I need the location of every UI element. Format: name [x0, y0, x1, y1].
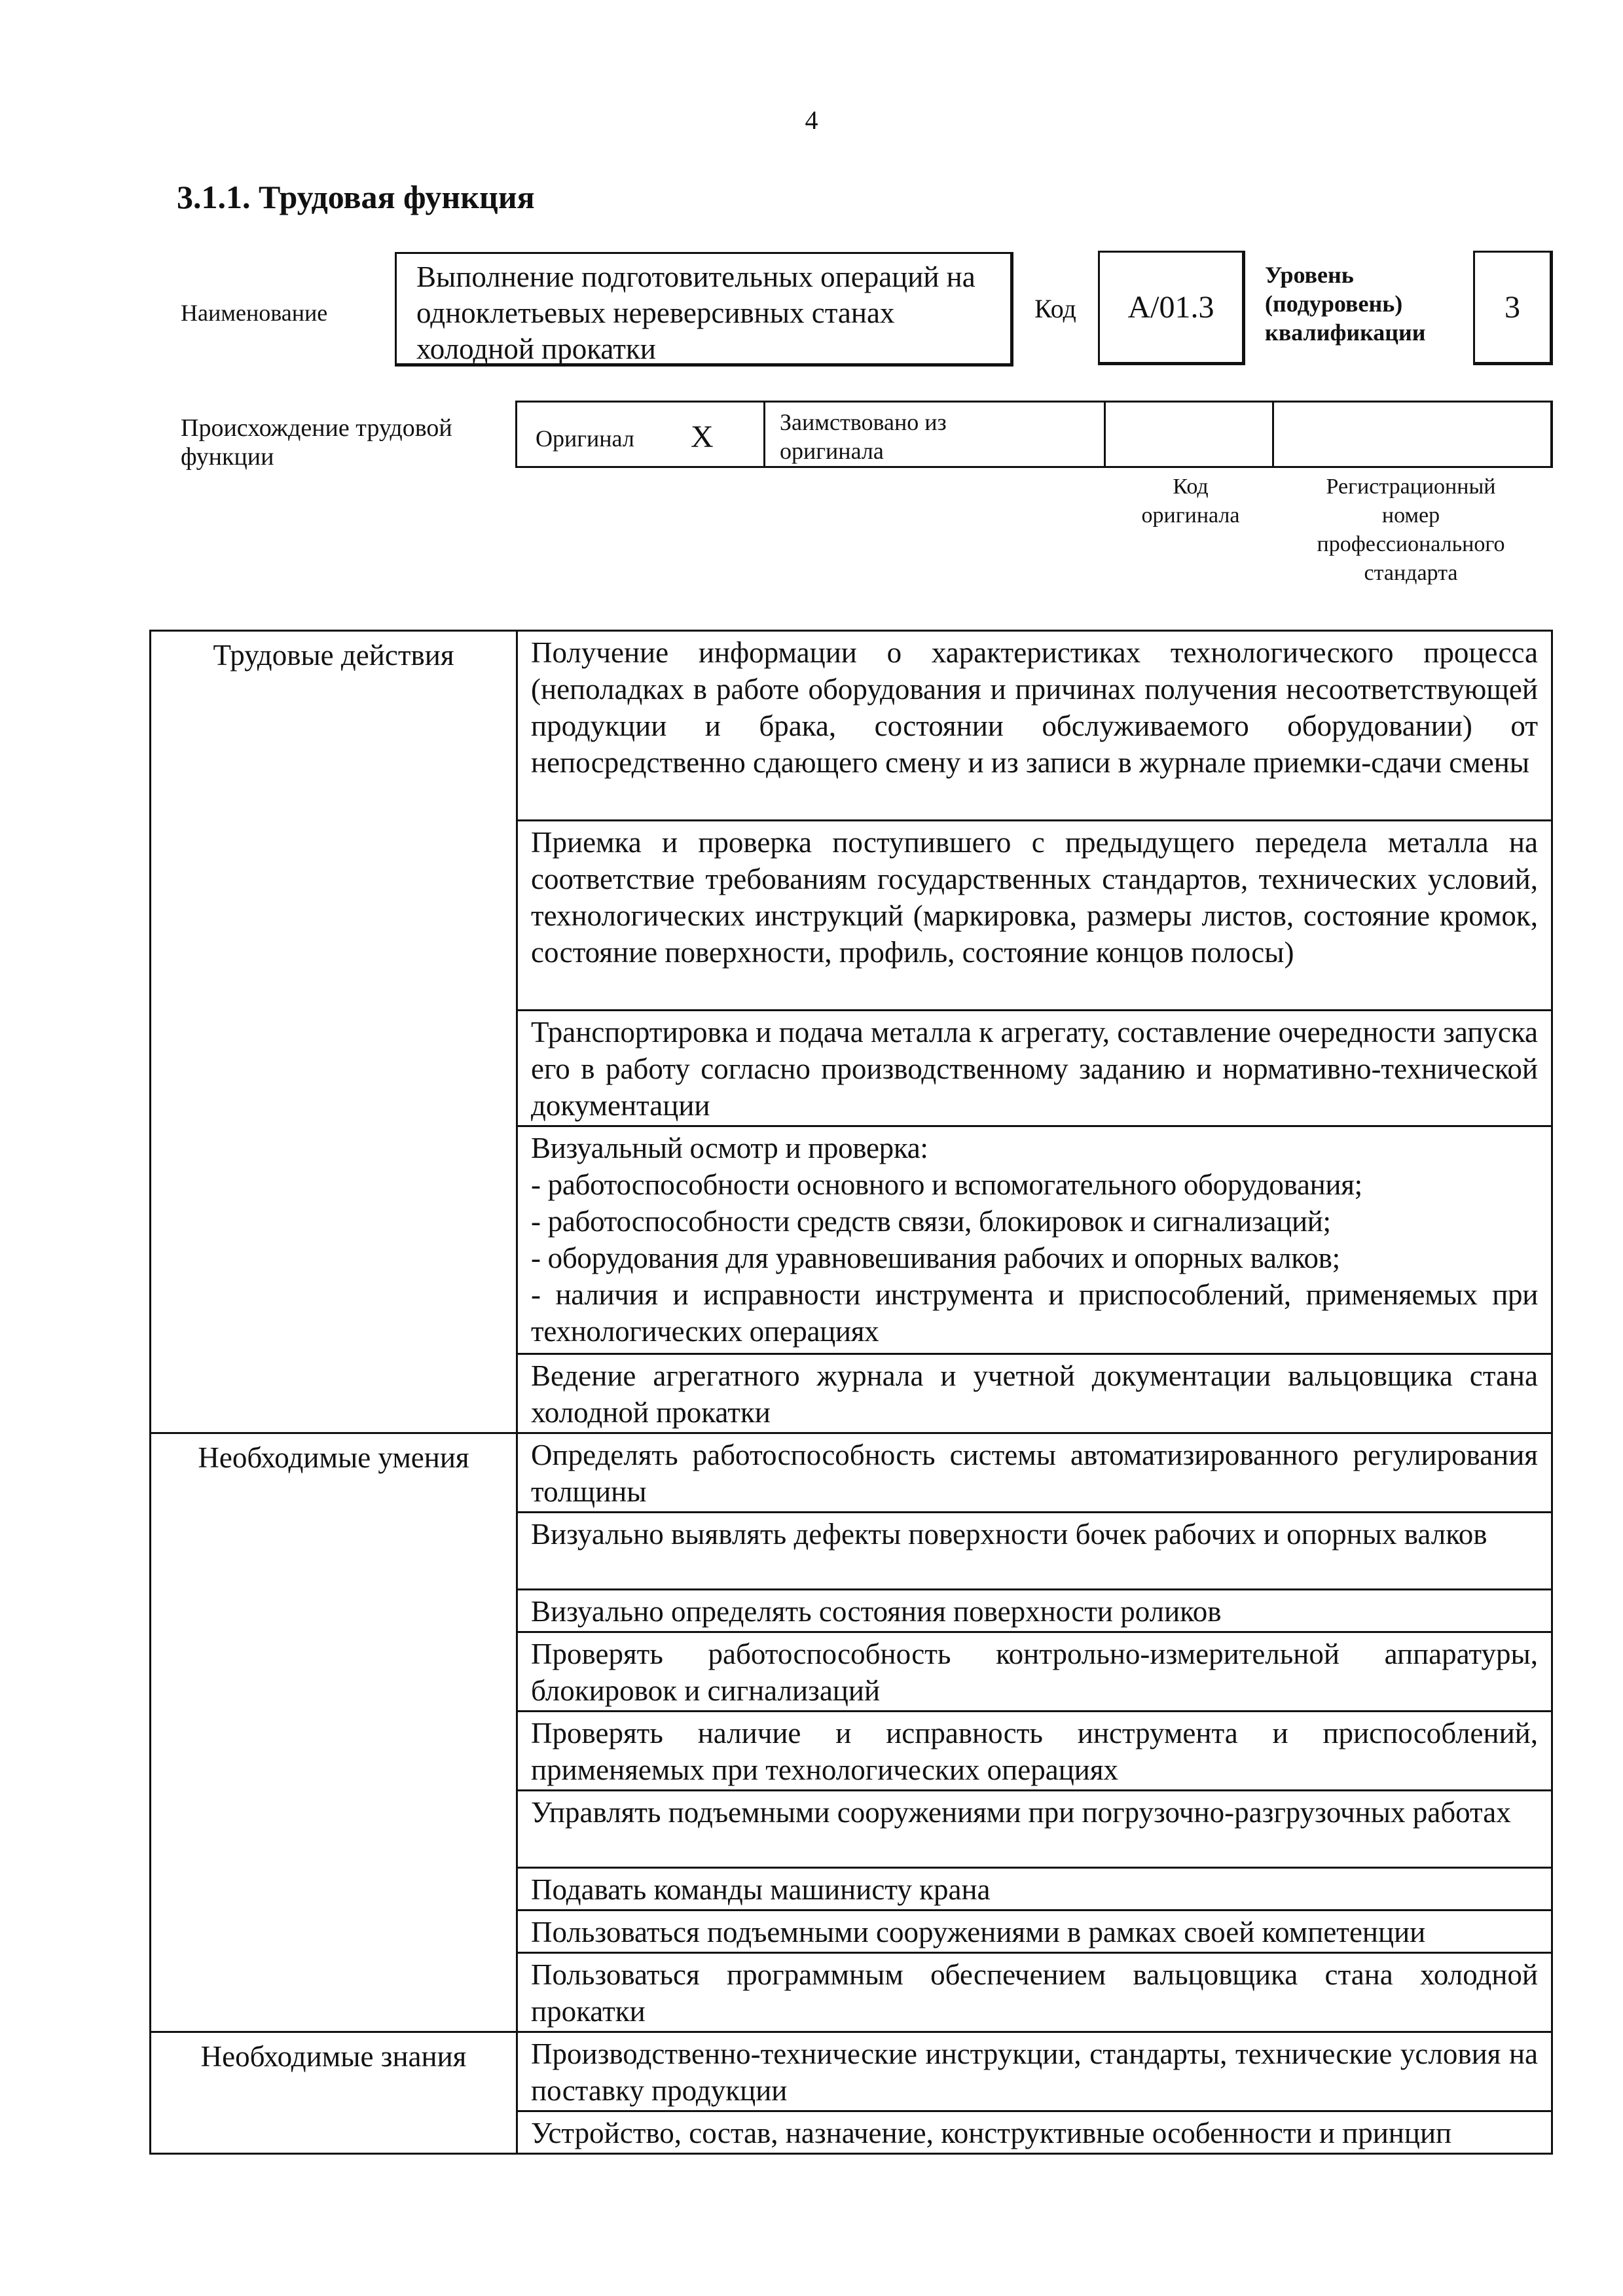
code-box: [1098, 251, 1245, 365]
table-row: [151, 2032, 1552, 2111]
list-item: - работоспособности основного и вспомогательного оборудования;: [531, 1168, 1362, 1201]
reg-number-caption: [1270, 473, 1552, 588]
list-item: - работоспособности средств связи, блокировок и сигнализаций;: [531, 1205, 1331, 1238]
code-label: Код: [1034, 294, 1076, 323]
category-required-skills: Необходимые умения: [151, 1433, 517, 2032]
table-cell: Получение информации о характеристиках технологического процесса (неполадках в работе оборудования и причинах получения несоответствующей продукции и брака, состоянии обслуживаемого оборудовании) от непосредственно сдающего смену и из записи в журнале приемки-сдачи смены: [517, 631, 1552, 821]
level-label: [1265, 260, 1426, 347]
category-labor-actions: Трудовые действия: [151, 631, 517, 1433]
table-cell: Управлять подъемными сооружениями при погрузочно-разгрузочных работах: [517, 1791, 1552, 1868]
caption-line: номер: [1381, 503, 1440, 528]
caption-line: Регистрационный: [1326, 475, 1496, 499]
function-details-table: [149, 630, 1553, 2155]
original-mark: X: [691, 420, 714, 454]
table-cell: Определять работоспособность системы автоматизированного регулирования толщины: [517, 1433, 1552, 1513]
origin-label-line: Происхождение трудовой: [181, 414, 452, 442]
borrowed-cell: [765, 403, 1106, 466]
section-title: 3.1.1. Трудовая функция: [177, 179, 535, 215]
level-label-line: Уровень: [1265, 262, 1354, 288]
table-cell: Проверять работоспособность контрольно-измерительной аппаратуры, блокировок и сигнализаций: [517, 1632, 1552, 1712]
category-required-knowledge: Необходимые знания: [151, 2032, 517, 2154]
table-cell: Пользоваться программным обеспечением вальцовщика стана холодной прокатки: [517, 1953, 1552, 2032]
caption-line: Код: [1173, 475, 1209, 499]
function-name-value: Выполнение подготовительных операций на одноклетьевых нереверсивных станах холодной прокатки: [416, 260, 976, 365]
level-label-line: (подуровень): [1265, 291, 1403, 317]
table-row: [151, 631, 1552, 821]
table-row: [151, 1433, 1552, 1513]
borrowed-label-line: Заимствовано из: [780, 409, 947, 435]
origin-row: [515, 401, 1553, 468]
reg-number-cell: [1274, 403, 1550, 466]
table-cell: Транспортировка и подача металла к агрегату, составление очередности запуска его в работу согласно производственному заданию и нормативно-технической документации: [517, 1011, 1552, 1126]
list-item: - наличия и исправности инструмента и приспособлений, применяемых при технологических операциях: [531, 1278, 1538, 1348]
code-value: А/01.3: [1127, 290, 1214, 325]
table-cell: Ведение агрегатного журнала и учетной документации вальцовщика стана холодной прокатки: [517, 1354, 1552, 1433]
origin-label: [181, 414, 452, 471]
list-item: - оборудования для уравновешивания рабочих и опорных валков;: [531, 1242, 1340, 1274]
code-original-caption: [1106, 473, 1275, 530]
original-label: Оригинал: [536, 425, 634, 452]
level-value: 3: [1504, 290, 1520, 325]
table-cell: Подавать команды машинисту крана: [517, 1868, 1552, 1910]
name-label: Наименование: [181, 300, 328, 326]
function-name-box: [395, 252, 1013, 367]
caption-line: оригинала: [1141, 503, 1240, 528]
page-number: 4: [805, 105, 818, 135]
table-cell: Проверять наличие и исправность инструмента и приспособлений, применяемых при технологических операциях: [517, 1712, 1552, 1791]
table-cell: Визуально определять состояния поверхности роликов: [517, 1590, 1552, 1632]
caption-line: профессионального: [1317, 532, 1505, 556]
level-label-line: квалификации: [1265, 319, 1426, 346]
table-cell: Визуально выявлять дефекты поверхности бочек рабочих и опорных валков: [517, 1513, 1552, 1590]
code-original-cell: [1106, 403, 1274, 466]
table-cell: Приемка и проверка поступившего с предыдущего передела металла на соответствие требованиям государственных стандартов, технических условий, технологических инструкций (маркировка, размеры листов, состояние кромок, состояние поверхности, профиль, состояние концов полосы): [517, 821, 1552, 1011]
borrowed-label-line: оригинала: [780, 438, 884, 464]
table-cell: Пользоваться подъемными сооружениями в рамках своей компетенции: [517, 1910, 1552, 1953]
table-cell: Устройство, состав, назначение, конструктивные особенности и принцип: [517, 2111, 1552, 2154]
table-cell: [517, 1126, 1552, 1354]
caption-line: стандарта: [1364, 561, 1458, 585]
origin-label-line: функции: [181, 443, 274, 471]
level-box: [1473, 251, 1553, 365]
table-cell: Производственно-технические инструкции, стандарты, технические условия на поставку продукции: [517, 2032, 1552, 2111]
original-cell: [517, 403, 765, 466]
list-item: Визуальный осмотр и проверка:: [531, 1132, 928, 1164]
